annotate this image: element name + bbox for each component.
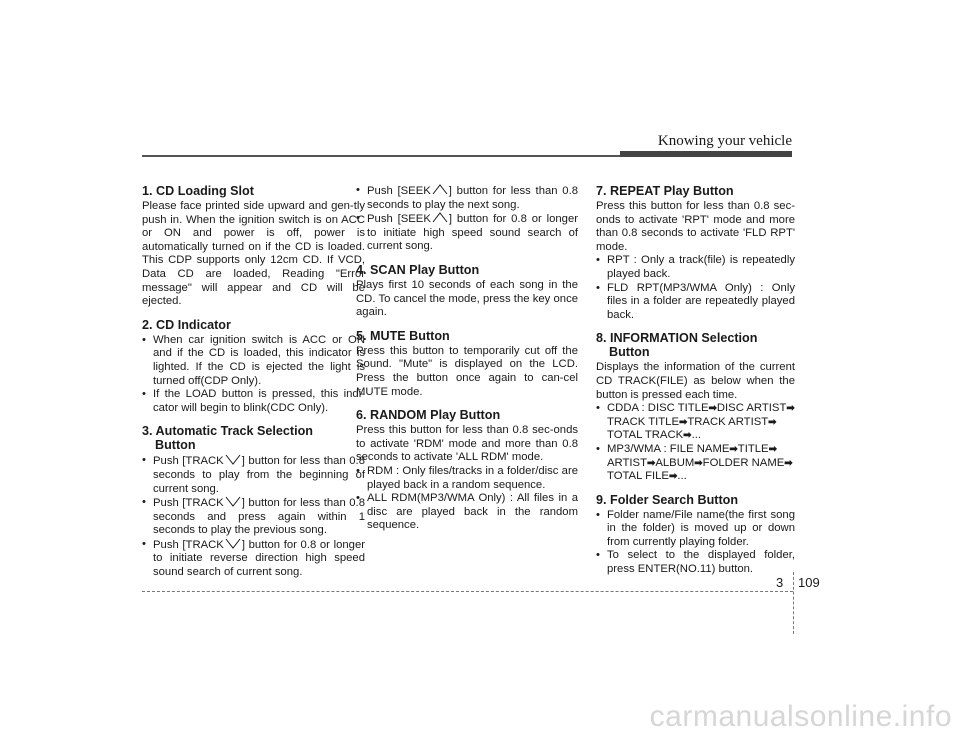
chevron-up-icon [432,184,448,195]
page-number: 109 [798,575,820,590]
item-text: ] button for less than 0.8 seconds to play from the beginning of current song. [153,455,365,495]
item-text: DISC ARTIST [716,402,787,415]
track-selection-list [142,454,365,579]
header-rule-accent [620,151,792,157]
list-item [142,454,365,496]
title-line-continued: Button [155,438,196,453]
section-title-repeat-play: 7. REPEAT Play Button [596,184,734,198]
column-1 [142,184,365,580]
arrow-right-icon: ➡ [646,457,656,469]
list-item: • Folder name/File name(the first song in the folder) is moved up or down from currently playing folder. [596,509,795,550]
list-item [596,443,795,484]
item-text: TRACK ARTIST [687,415,769,428]
list-item: • RDM : Only files/tracks in a folder/disc are played back in a random sequence. [356,465,578,492]
chevron-down-icon [225,538,241,549]
item-text: ALBUM [655,456,695,469]
list-item [356,212,578,254]
title-line: 8. INFORMATION Selection [596,331,758,346]
section-text-random-play: Press this button for less than 0.8 sec-onds to activate 'RDM' mode and more than 0.8 seconds to activate 'ALL RDM' mode. [356,424,578,464]
arrow-right-icon: ➡ [729,443,738,455]
seek-list [356,184,578,254]
header-title: Knowing your vehicle [657,133,792,149]
item-text: ] button for less than 0.8 seconds to play the next song. [367,185,578,211]
section-text-information-selection: Displays the information of the current CD TRACK(FILE) as below when the button is pressed each time. [596,361,795,401]
item-text: ... [677,470,687,483]
list-item: • RPT : Only a track(file) is repeatedly played back. [596,254,795,281]
watermark: carmanualsonline.info [649,700,952,733]
title-line-continued: Button [609,345,650,360]
section-text-repeat-play: Press this button for less than 0.8 sec-onds to activate 'RPT' mode and more than 0.8 seconds to activate 'FLD RPT' mode. [596,200,795,253]
item-text: ARTIST [607,456,647,469]
list-item: • If the LOAD button is pressed, this indi-cator will begin to blink(CDC Only). [142,388,365,415]
chevron-down-icon [225,496,241,507]
item-text: Push [SEEK [367,213,431,226]
item-text: TOTAL TRACK [607,429,684,442]
item-text: TOTAL FILE [607,470,669,483]
arrow-right-icon: ➡ [768,416,777,428]
footer-dashed-rule [142,591,793,592]
title-line: 3. Automatic Track Selection [142,424,314,439]
chevron-down-icon [225,454,241,465]
random-play-list [356,465,578,533]
section-text-mute: Press this button to temporarily cut off the Sound. "Mute" is displayed on the LCD. Press the button once again to can-cel MUTE mode. [356,344,578,398]
information-list [596,402,795,484]
folder-search-list [596,509,795,577]
item-text: ] button for less than 0.8 seconds and press again within 1 seconds to play the previous song. [153,497,365,537]
column-2 [356,184,578,533]
arrow-right-icon: ➡ [683,430,692,442]
list-item: • FLD RPT(MP3/WMA Only) : Only files in a folder are repeatedly played back. [596,282,795,323]
section-text-scan-play: Plays first 10 seconds of each song in the CD. To cancel the mode, press the key once again. [356,278,578,319]
item-text: ] button for 0.8 or longer to initiate high speed sound search of current song. [367,213,578,253]
section-title-cd-indicator: 2. CD Indicator [142,317,231,332]
item-text: Push [TRACK [153,538,224,551]
item-text: TRACK TITLE [607,415,679,428]
list-item: • When car ignition switch is ACC or ON and if the CD is loaded, this indicator is lighted. If the CD is ejected the light is turned off(CDP Only). [142,334,365,388]
item-text: FOLDER NAME [702,456,785,469]
list-item [142,496,365,538]
section-text-cd-loading-slot: Please face printed side upward and gen-tly push in. When the ignition switch is on ACC or ON and power is off, power is automatically turned on if the CD is loaded. This CDP supports only 12cm CD. If VCD, Data CD are loaded, Reading "Error message" will appear and CD will be ejected. [142,200,365,308]
arrow-right-icon: ➡ [784,457,793,469]
section-title-automatic-track-selection [142,424,365,452]
section-title-information-selection [596,331,795,359]
footer-dashed-divider [793,572,794,634]
section-title-folder-search: 9. Folder Search Button [596,492,739,507]
arrow-right-icon: ➡ [668,471,678,483]
list-item: • ALL RDM(MP3/WMA Only) : All files in a disc are played back in the random sequence. [356,492,578,533]
item-text: MP3/WMA : FILE NAME [607,442,730,455]
list-item: • To select to the displayed folder, press ENTER(NO.11) button. [596,549,795,576]
arrow-right-icon: ➡ [768,443,777,455]
item-text: ... [691,429,701,442]
chevron-up-icon [432,212,448,223]
item-text: TITLE [737,442,769,455]
arrow-right-icon: ➡ [678,416,688,428]
list-item [356,184,578,212]
item-text: Push [TRACK [153,497,224,510]
item-text: ] button for 0.8 or longer to initiate reverse direction high speed sound search of current song. [153,538,365,579]
chapter-number: 3 [776,575,784,590]
arrow-right-icon: ➡ [708,403,717,415]
section-title-scan-play: 4. SCAN Play Button [356,262,480,277]
item-text: CDDA : DISC TITLE [607,402,709,415]
item-text: Push [SEEK [367,185,431,197]
cd-indicator-list [142,334,365,416]
section-title-cd-loading-slot: 1. CD Loading Slot [142,184,254,198]
list-item [142,538,365,580]
item-text: Push [TRACK [153,455,224,468]
repeat-play-list [596,254,795,322]
section-title-random-play: 6. RANDOM Play Button [356,408,501,423]
section-title-mute: 5. MUTE Button [356,328,450,343]
arrow-right-icon: ➡ [694,457,703,469]
arrow-right-icon: ➡ [786,403,795,415]
column-3 [596,184,795,577]
list-item [596,402,795,443]
